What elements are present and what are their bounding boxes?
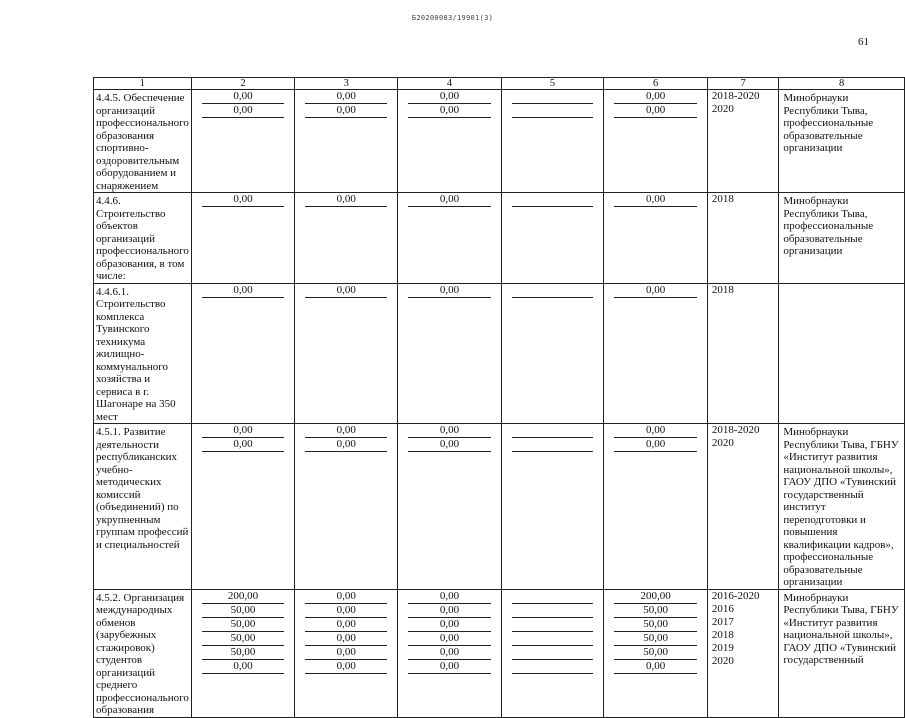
cell-value: 2020 (711, 437, 734, 449)
cell-value: 0,00 (305, 438, 387, 452)
cell-c6 (604, 424, 707, 590)
cell-c6 (604, 589, 707, 717)
cell-c3 (295, 283, 398, 424)
cell-value: 50,00 (614, 618, 696, 632)
cell-c2 (191, 90, 294, 193)
cell-value (512, 618, 594, 632)
cell-value: 0,00 (408, 424, 490, 438)
col-header: 2 (191, 78, 294, 90)
cell-value: 0,00 (202, 424, 284, 438)
cell-value: 0,00 (408, 632, 490, 646)
cell-value: 2020 (711, 654, 734, 667)
cell-c4 (398, 589, 501, 717)
cell-value: 0,00 (408, 590, 490, 604)
cell-value (512, 646, 594, 660)
cell-c7 (707, 193, 779, 284)
cell-c4 (398, 283, 501, 424)
cell-value: 0,00 (305, 632, 387, 646)
cell-value: 0,00 (614, 90, 696, 104)
responsible-org (779, 283, 905, 424)
cell-c3 (295, 90, 398, 193)
col-header: 3 (295, 78, 398, 90)
cell-c7 (707, 424, 779, 590)
cell-c3 (295, 589, 398, 717)
responsible-org: Минобрнауки Республики Тыва, профессиональные образовательные организации (779, 90, 905, 193)
table-row (94, 589, 905, 717)
cell-value (512, 590, 594, 604)
cell-value: 2018 (711, 193, 734, 205)
cell-value (512, 424, 594, 438)
cell-value: 0,00 (614, 438, 696, 452)
cell-c2 (191, 589, 294, 717)
cell-value: 50,00 (614, 604, 696, 618)
cell-value: 200,00 (614, 590, 696, 604)
cell-value: 200,00 (202, 590, 284, 604)
document-code: Б20200083/19901(3) (411, 14, 494, 22)
cell-value: 0,00 (614, 660, 696, 674)
responsible-org: Минобрнауки Республики Тыва, ГБНУ «Институт развития национальной школы», ГАОУ ДПО «Тувинский государственный институт переподготовки и повышения квалификации кадров», профессиональные образовательные организации (779, 424, 905, 590)
cell-value (512, 193, 594, 207)
cell-value: 0,00 (408, 604, 490, 618)
cell-value: 0,00 (202, 284, 284, 298)
col-header: 4 (398, 78, 501, 90)
cell-value: 0,00 (305, 660, 387, 674)
cell-value: 0,00 (202, 104, 284, 118)
cell-value (512, 660, 594, 674)
cell-value: 0,00 (408, 646, 490, 660)
cell-value (512, 284, 594, 298)
cell-c6 (604, 90, 707, 193)
cell-value (512, 604, 594, 618)
cell-value: 0,00 (305, 646, 387, 660)
measure-name: 4.4.5. Обеспечение организаций профессионального образования спортивно-оздоровительным оборудованием и снаряжением (94, 90, 192, 193)
cell-value (512, 104, 594, 118)
col-header: 6 (604, 78, 707, 90)
cell-value (512, 90, 594, 104)
cell-c7 (707, 90, 779, 193)
cell-value: 0,00 (202, 660, 284, 674)
cell-c2 (191, 424, 294, 590)
table-body (94, 90, 905, 718)
table-row (94, 424, 905, 590)
header-row (94, 78, 905, 90)
cell-value: 2020 (711, 103, 734, 115)
measure-name: 4.4.6. Строительство объектов организаций профессионального образования, в том числе: (94, 193, 192, 284)
cell-c2 (191, 193, 294, 284)
cell-value: 50,00 (614, 632, 696, 646)
responsible-org: Минобрнауки Республики Тыва, ГБНУ «Институт развития национальной школы», ГАОУ ДПО «Тувинский государственный (779, 589, 905, 717)
cell-value: 2018-2020 (711, 90, 760, 102)
responsible-org: Минобрнауки Республики Тыва, профессиональные образовательные организации (779, 193, 905, 284)
table-row (94, 193, 905, 284)
cell-value: 0,00 (202, 193, 284, 207)
col-header: 5 (501, 78, 604, 90)
col-header: 1 (94, 78, 192, 90)
cell-value: 0,00 (305, 193, 387, 207)
cell-value: 0,00 (305, 590, 387, 604)
cell-c3 (295, 424, 398, 590)
cell-value: 2019 (711, 641, 734, 654)
cell-value: 0,00 (614, 104, 696, 118)
cell-c7 (707, 283, 779, 424)
measure-name: 4.4.6.1. Строительство комплекса Тувинского техникума жилищно-коммунального хозяйства и сервиса в г. Шагонаре на 350 мест (94, 283, 192, 424)
cell-c5 (501, 283, 604, 424)
cell-value: 2016-2020 (711, 589, 760, 602)
cell-value: 0,00 (202, 438, 284, 452)
cell-value: 50,00 (202, 618, 284, 632)
cell-value: 2018 (711, 283, 734, 296)
cell-value: 0,00 (305, 284, 387, 298)
cell-value: 2018-2020 (711, 424, 760, 436)
cell-c6 (604, 283, 707, 424)
cell-c5 (501, 193, 604, 284)
cell-c5 (501, 424, 604, 590)
cell-value: 0,00 (614, 424, 696, 438)
cell-value: 2018 (711, 628, 734, 641)
cell-value: 0,00 (202, 90, 284, 104)
cell-value: 50,00 (614, 646, 696, 660)
measure-name: 4.5.2. Организация международных обменов (зарубежных стажировок) студентов организаций среднего профессионального образования (94, 589, 192, 717)
cell-value (512, 632, 594, 646)
cell-c7 (707, 589, 779, 717)
cell-value: 2016 (711, 602, 734, 615)
cell-c4 (398, 90, 501, 193)
cell-value: 0,00 (305, 424, 387, 438)
measure-name: 4.5.1. Развитие деятельности республиканских учебно-методических комиссий (объединений) по укрупненным группам профессий и специальностей (94, 424, 192, 590)
cell-c5 (501, 90, 604, 193)
cell-value: 50,00 (202, 646, 284, 660)
cell-value: 2017 (711, 615, 734, 628)
cell-value: 0,00 (614, 284, 696, 298)
cell-value: 0,00 (408, 284, 490, 298)
cell-value: 0,00 (408, 660, 490, 674)
cell-value: 0,00 (614, 193, 696, 207)
table-row (94, 90, 905, 193)
cell-c5 (501, 589, 604, 717)
cell-value: 50,00 (202, 604, 284, 618)
cell-value: 0,00 (408, 104, 490, 118)
cell-value: 0,00 (305, 104, 387, 118)
cell-value: 0,00 (408, 90, 490, 104)
page-number: 61 (858, 36, 869, 48)
cell-c3 (295, 193, 398, 284)
cell-c4 (398, 424, 501, 590)
col-header: 8 (779, 78, 905, 90)
cell-c2 (191, 283, 294, 424)
cell-c6 (604, 193, 707, 284)
cell-value (512, 438, 594, 452)
cell-value: 0,00 (408, 618, 490, 632)
cell-value: 0,00 (408, 438, 490, 452)
cell-value: 50,00 (202, 632, 284, 646)
cell-value: 0,00 (408, 193, 490, 207)
program-table (93, 77, 905, 718)
table-row (94, 283, 905, 424)
col-header: 7 (707, 78, 779, 90)
cell-value: 0,00 (305, 604, 387, 618)
cell-value: 0,00 (305, 618, 387, 632)
cell-c4 (398, 193, 501, 284)
cell-value: 0,00 (305, 90, 387, 104)
